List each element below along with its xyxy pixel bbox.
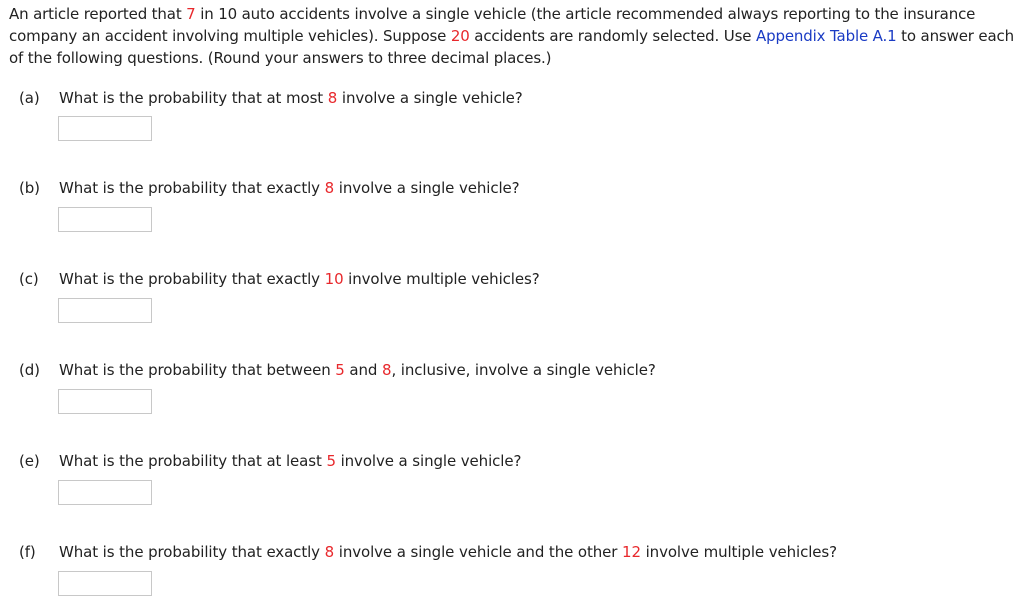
answer-input-e[interactable] xyxy=(58,480,152,505)
question-number-highlight: 8 xyxy=(327,89,338,107)
question-b xyxy=(19,177,1009,199)
question-text-part: What is the probability that at least xyxy=(59,452,327,470)
question-text-part: involve a single vehicle? xyxy=(337,89,523,107)
question-text-part: involve a single vehicle and the other xyxy=(334,543,623,561)
question-c xyxy=(19,268,1009,290)
problem-statement xyxy=(9,3,1019,69)
intro-text: to answer each of the following questions. (Round your answers to three decimal places.) xyxy=(9,27,1014,67)
question-text xyxy=(19,359,1009,381)
question-number-highlight: 12 xyxy=(622,543,641,561)
question-e xyxy=(19,450,1009,472)
question-text-part: What is the probability that exactly xyxy=(59,179,325,197)
question-text xyxy=(19,268,1009,290)
question-a xyxy=(19,87,1009,109)
question-text-part: , inclusive, involve a single vehicle? xyxy=(391,361,656,379)
appendix-table-link[interactable]: Appendix Table A.1 xyxy=(755,27,897,45)
answer-input-d[interactable] xyxy=(58,389,152,414)
intro-number-highlight: 7 xyxy=(186,5,196,23)
question-number-highlight: 8 xyxy=(382,361,392,379)
answer-input-a[interactable] xyxy=(58,116,152,141)
question-text xyxy=(19,87,1009,109)
question-text-part: involve multiple vehicles? xyxy=(343,270,540,288)
question-text-part: involve a single vehicle? xyxy=(334,179,520,197)
question-number-highlight: 8 xyxy=(324,179,335,197)
question-label: (e) xyxy=(19,452,40,470)
question-text xyxy=(19,450,1009,472)
question-text xyxy=(19,177,1009,199)
question-text-part: involve a single vehicle? xyxy=(335,452,522,470)
question-text-part: What is the probability that at most xyxy=(59,89,328,107)
question-number-highlight: 5 xyxy=(335,361,345,379)
question-text-part: involve multiple vehicles? xyxy=(640,543,837,561)
question-text-part: What is the probability that exactly xyxy=(59,270,325,288)
answer-input-b[interactable] xyxy=(58,207,152,232)
question-text-part: and xyxy=(344,361,382,379)
intro-text: in 10 auto accidents involve a single vehicle (the article recommended always reporting to the insurance company an accident involving multiple vehicles). Suppose xyxy=(9,5,976,45)
question-label: (a) xyxy=(19,89,40,107)
question-number-highlight: 5 xyxy=(326,452,336,470)
question-d xyxy=(19,359,1009,381)
question-label: (c) xyxy=(19,270,39,288)
intro-text: accidents are randomly selected. Use xyxy=(469,27,756,45)
question-f xyxy=(19,541,1009,563)
question-text-part: What is the probability that between xyxy=(59,361,336,379)
question-number-highlight: 8 xyxy=(324,543,335,561)
intro-number-highlight: 20 xyxy=(450,27,470,45)
question-label: (d) xyxy=(19,361,40,379)
question-text-part: What is the probability that exactly xyxy=(59,543,325,561)
intro-text: An article reported that xyxy=(9,5,187,23)
answer-input-f[interactable] xyxy=(58,571,152,596)
answer-input-c[interactable] xyxy=(58,298,152,323)
question-label: (b) xyxy=(19,179,40,197)
question-label: (f) xyxy=(19,543,36,561)
question-number-highlight: 10 xyxy=(324,270,344,288)
question-text xyxy=(19,541,1009,563)
